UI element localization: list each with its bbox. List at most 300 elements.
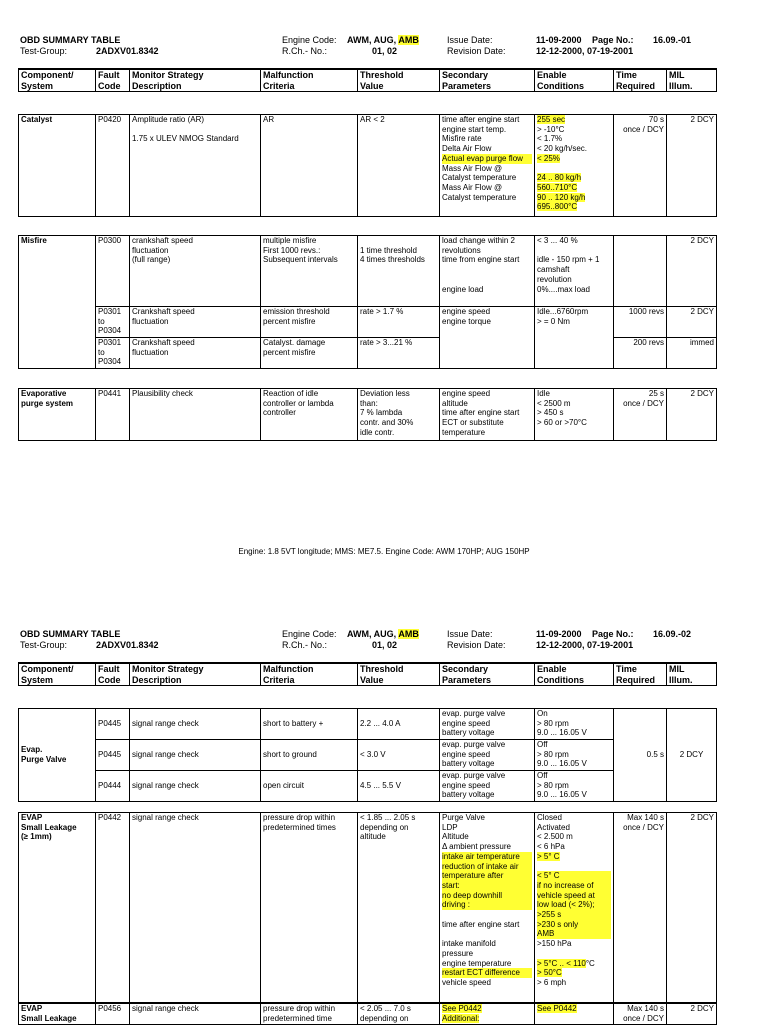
cell-text: battery voltage bbox=[442, 728, 495, 738]
issue-date-label: Issue Date: bbox=[447, 629, 493, 639]
cell-text: Additional: bbox=[442, 1013, 480, 1023]
cell-text: Altitude bbox=[442, 832, 469, 842]
engine-code-value: AWM, AUG, bbox=[347, 35, 397, 45]
table-cell bbox=[440, 307, 535, 369]
cell-text: Small Leakage bbox=[21, 822, 77, 832]
cell-text: >230 s only bbox=[537, 920, 611, 930]
table-cell: 2 DCY bbox=[667, 813, 717, 1003]
cell-text: > 450 s bbox=[537, 408, 564, 418]
table-cell bbox=[96, 338, 130, 369]
cell-text: 255 sec bbox=[537, 115, 566, 124]
cell-text: fluctuation bbox=[132, 347, 169, 357]
cell-text: < 2500 m bbox=[537, 398, 571, 408]
cell-text: reduction of intake air bbox=[442, 862, 532, 872]
table-cell bbox=[440, 771, 535, 802]
table-cell bbox=[130, 115, 261, 217]
cell-text: engine speed bbox=[442, 389, 491, 398]
cell-text: Misfire rate bbox=[442, 134, 482, 144]
cell-text: Purge Valve bbox=[442, 813, 485, 822]
cell-text: >150 hPa bbox=[537, 939, 572, 949]
engine-code-highlight: AMB bbox=[398, 35, 419, 45]
cell-text: engine speed bbox=[442, 780, 491, 790]
table-cell bbox=[358, 663, 440, 686]
cell-text: vehicle speed bbox=[442, 977, 491, 987]
table-cell: signal range check bbox=[130, 813, 261, 1003]
cell-text: > 60 or >70°C bbox=[537, 418, 587, 428]
component-evap-small-leak2: EVAP bbox=[21, 1004, 43, 1013]
table-cell bbox=[535, 740, 614, 771]
cell-text: Amplitude ratio (AR) bbox=[132, 115, 205, 124]
table-cell bbox=[358, 813, 440, 1003]
table-cell bbox=[535, 307, 614, 369]
cell-text: Reaction of idle bbox=[263, 389, 319, 398]
cell-text: pressure bbox=[442, 948, 474, 958]
cell-text: > = 0 Nm bbox=[537, 316, 570, 326]
cell-text: Criteria bbox=[263, 674, 295, 685]
table-cell bbox=[261, 338, 358, 369]
issue-date-value: 11-09-2000 bbox=[536, 35, 582, 45]
cell-text: Crankshaft speed bbox=[132, 307, 195, 316]
table-cell: immed bbox=[667, 338, 717, 369]
test-group-value: 2ADXV01.8342 bbox=[96, 640, 159, 650]
table-cell bbox=[440, 1004, 535, 1025]
cell-text bbox=[360, 236, 437, 246]
table-cell bbox=[614, 813, 667, 1003]
page-no-label: Page No.: bbox=[592, 35, 634, 45]
table-cell bbox=[19, 1004, 96, 1025]
cell-text bbox=[537, 115, 611, 125]
cell-text: Fault bbox=[98, 664, 120, 674]
table-cell bbox=[261, 236, 358, 307]
table-cell bbox=[96, 663, 130, 686]
issue-date-label: Issue Date: bbox=[447, 35, 493, 45]
table-row bbox=[19, 813, 717, 1003]
cell-text: fluctuation bbox=[132, 245, 169, 255]
table-cell bbox=[130, 69, 261, 92]
cell-text bbox=[442, 910, 532, 920]
cell-text: Subsequent intervals bbox=[263, 255, 338, 265]
cell-text: engine speed bbox=[442, 749, 491, 759]
test-group-label: Test-Group: bbox=[20, 640, 68, 650]
table-row bbox=[19, 307, 717, 338]
table-cell bbox=[130, 338, 261, 369]
cell-text: Activated bbox=[537, 822, 570, 832]
cell-text: load change within 2 bbox=[442, 236, 515, 245]
table-cell bbox=[261, 663, 358, 686]
cell-text bbox=[537, 193, 611, 203]
cell-text: Description bbox=[132, 80, 182, 91]
page2-column-header bbox=[18, 662, 717, 686]
cell-text: P0304 bbox=[98, 326, 122, 336]
cell-text: to bbox=[98, 347, 105, 357]
cell-text: < 6 hPa bbox=[537, 842, 565, 852]
rch-label: R.Ch.- No.: bbox=[282, 640, 328, 650]
cell-text: > 6 mph bbox=[537, 977, 567, 987]
cell-text: controller bbox=[263, 408, 296, 418]
table-cell bbox=[19, 709, 96, 802]
cell-text: Off bbox=[537, 740, 548, 749]
cell-text bbox=[537, 202, 611, 212]
revision-date-value: 12-12-2000, 07-19-2001 bbox=[536, 46, 634, 56]
cell-text: predetermined time bbox=[263, 1013, 332, 1023]
cell-text: pressure drop within bbox=[263, 1004, 336, 1013]
table-cell bbox=[358, 236, 440, 307]
cell-text: 7 % lambda bbox=[360, 408, 403, 418]
table-cell: short to ground bbox=[261, 740, 358, 771]
cell-text: Idle bbox=[537, 389, 550, 398]
cell-text: temperature bbox=[442, 427, 486, 437]
cell-text: no deep downhill bbox=[442, 891, 532, 901]
cell-text: fluctuation bbox=[132, 316, 169, 326]
cell-text: P0304 bbox=[98, 357, 122, 367]
cell-text: driving : bbox=[442, 900, 532, 910]
table-row bbox=[19, 740, 717, 771]
table-cell bbox=[535, 236, 614, 307]
table-cell: 2 DCY bbox=[667, 1004, 717, 1025]
table-cell: signal range check bbox=[130, 771, 261, 802]
cell-text: Catalyst temperature bbox=[442, 192, 517, 202]
cell-text: Mass Air Flow @ bbox=[442, 163, 503, 173]
cell-text: > 80 rpm bbox=[537, 718, 569, 728]
col-threshold: Threshold bbox=[360, 70, 404, 80]
cell-text bbox=[442, 275, 532, 285]
table-cell bbox=[440, 740, 535, 771]
cell-text: 90 .. 120 kg/h bbox=[537, 192, 586, 202]
evap-purge-table bbox=[18, 388, 717, 441]
cell-text: Malfunction bbox=[263, 664, 314, 674]
cell-text: once / DCY bbox=[623, 822, 664, 832]
table-cell bbox=[667, 69, 717, 92]
cell-text: Value bbox=[360, 674, 384, 685]
cell-text: engine start temp. bbox=[442, 124, 507, 134]
table-cell: < 3.0 V bbox=[358, 740, 440, 771]
cell-text: depending on bbox=[360, 822, 409, 832]
cell-text: altitude bbox=[360, 832, 386, 842]
table-cell bbox=[19, 813, 96, 1003]
cell-text: Component/ bbox=[21, 664, 74, 674]
cell-text: idle - 150 rpm + 1 bbox=[537, 255, 600, 265]
table-cell: 4.5 ... 5.5 V bbox=[358, 771, 440, 802]
component-misfire: Misfire bbox=[19, 236, 96, 369]
cell-text: battery voltage bbox=[442, 790, 495, 800]
cell-text: engine torque bbox=[442, 316, 491, 326]
cell-text: time after engine start bbox=[442, 408, 520, 418]
table-cell: rate > 1.7 % bbox=[358, 307, 440, 338]
cell-text: 4 times thresholds bbox=[360, 255, 425, 265]
table-cell bbox=[96, 69, 130, 92]
cell-text: > 50°C bbox=[537, 968, 562, 978]
table-row bbox=[19, 115, 717, 217]
table-cell: signal range check bbox=[130, 709, 261, 740]
cell-text: < 20 kg/h/sec. bbox=[537, 144, 588, 154]
table-cell bbox=[19, 69, 96, 92]
cell-text: See P0442 bbox=[537, 1004, 577, 1013]
cell-text: AMB bbox=[537, 929, 611, 939]
cell-text: camshaft bbox=[537, 265, 570, 275]
cell-text: Deviation less bbox=[360, 389, 410, 398]
table-cell: rate > 3...21 % bbox=[358, 338, 440, 369]
table-cell: 1000 revs bbox=[614, 307, 667, 338]
test-group-label: Test-Group: bbox=[20, 46, 68, 56]
cell-text: Time bbox=[616, 664, 637, 674]
table-cell bbox=[614, 389, 667, 441]
cell-text: >255 s bbox=[537, 910, 611, 920]
cell-text: Catalyst temperature bbox=[442, 173, 517, 183]
cell-text bbox=[537, 959, 611, 969]
cell-text: < 25% bbox=[537, 153, 560, 163]
engine-code-label: Engine Code: bbox=[282, 629, 337, 639]
cell-text: Required bbox=[616, 80, 656, 91]
cell-text bbox=[537, 164, 611, 174]
table-cell: Plausibility check bbox=[130, 389, 261, 441]
table-cell bbox=[358, 69, 440, 92]
cell-text: revolution bbox=[537, 274, 572, 284]
cell-text bbox=[442, 265, 532, 275]
cell-text bbox=[537, 173, 611, 183]
evap-small-leak-table bbox=[18, 812, 717, 1003]
cell-text: engine speed bbox=[442, 718, 491, 728]
table-cell bbox=[130, 307, 261, 338]
revision-date-label: Revision Date: bbox=[447, 46, 506, 56]
cell-text: Conditions bbox=[537, 80, 584, 91]
cell-text: than: bbox=[360, 398, 378, 408]
cell-text bbox=[537, 246, 611, 256]
page1-column-header bbox=[18, 68, 717, 92]
cell-text: LDP bbox=[442, 822, 458, 832]
revision-date-label: Revision Date: bbox=[447, 640, 506, 650]
cell-text: Code bbox=[98, 80, 121, 91]
table-cell bbox=[535, 771, 614, 802]
rch-value: 01, 02 bbox=[372, 640, 398, 650]
table-cell bbox=[535, 663, 614, 686]
table-cell: P0444 bbox=[96, 771, 130, 802]
cell-text: pressure drop within bbox=[263, 813, 336, 822]
cell-text: time after engine start bbox=[442, 115, 520, 124]
table-cell bbox=[19, 389, 96, 441]
cell-text: (full range) bbox=[132, 255, 171, 265]
cell-text: MIL bbox=[669, 664, 685, 674]
rch-label: R.Ch.- No.: bbox=[282, 46, 328, 56]
table-cell: P0441 bbox=[96, 389, 130, 441]
table-cell: AR bbox=[261, 115, 358, 217]
table-cell: open circuit bbox=[261, 771, 358, 802]
table-cell bbox=[614, 236, 667, 307]
cell-text: evap. purge valve bbox=[442, 709, 506, 718]
cell-text: once / DCY bbox=[623, 1013, 664, 1023]
cell-text: Mass Air Flow @ bbox=[442, 182, 503, 192]
engine-code-label: Engine Code: bbox=[282, 35, 337, 45]
table-cell bbox=[440, 236, 535, 307]
cell-text: P0301 bbox=[98, 338, 122, 347]
table-cell bbox=[440, 69, 535, 92]
cell-text: > -10°C bbox=[537, 124, 565, 134]
cell-text: < 2.500 m bbox=[537, 832, 573, 842]
cell-text bbox=[537, 949, 611, 959]
page-no-value: 16.09.-01 bbox=[653, 35, 692, 45]
page2-title: OBD SUMMARY TABLE bbox=[20, 629, 121, 639]
table-row bbox=[19, 236, 717, 307]
cell-text: temperature after bbox=[442, 871, 532, 881]
cell-text: 0%....max load bbox=[537, 284, 590, 294]
catalyst-table bbox=[18, 114, 717, 217]
cell-text bbox=[537, 154, 611, 164]
cell-text: 70 s bbox=[648, 115, 664, 124]
cell-text: System bbox=[21, 80, 54, 91]
cell-text: 695..800°C bbox=[537, 202, 578, 212]
table-cell bbox=[440, 709, 535, 740]
cell-text: percent misfire bbox=[263, 316, 316, 326]
engine-code-value: AWM, AUG, bbox=[347, 629, 397, 639]
cell-text: (≥ 1mm) bbox=[21, 832, 52, 842]
cell-text: ECT or substitute bbox=[442, 418, 504, 428]
cell-text bbox=[537, 183, 611, 193]
table-cell: AR < 2 bbox=[358, 115, 440, 217]
cell-text: once / DCY bbox=[623, 124, 664, 134]
cell-text: Purge Valve bbox=[21, 755, 67, 764]
col-strategy: Monitor Strategy bbox=[132, 70, 204, 80]
cell-text: Threshold bbox=[360, 664, 404, 674]
cell-text: Code bbox=[98, 674, 121, 685]
cell-text: > 80 rpm bbox=[537, 780, 569, 790]
cell-text: depending on bbox=[360, 1013, 409, 1023]
table-cell bbox=[614, 1004, 667, 1025]
component-evap-valve: Evap. bbox=[21, 745, 43, 755]
secondary-params bbox=[440, 115, 535, 217]
col-fault: Fault bbox=[98, 70, 120, 80]
cell-text: Criteria bbox=[263, 80, 295, 91]
cell-text: < 1.85 ... 2.05 s bbox=[360, 813, 416, 822]
table-cell bbox=[96, 307, 130, 338]
cell-text: 1.75 x ULEV NMOG Standard bbox=[132, 134, 239, 144]
cell-text: Delta Air Flow bbox=[442, 144, 492, 154]
cell-text: Parameters bbox=[442, 80, 492, 91]
cell-text: evap. purge valve bbox=[442, 740, 506, 749]
cell-text: Max 140 s bbox=[627, 1004, 664, 1013]
table-cell: 2 DCY bbox=[667, 709, 717, 802]
table-row bbox=[19, 771, 717, 802]
cell-text bbox=[442, 1014, 532, 1024]
cell-text: 1 time threshold bbox=[360, 245, 417, 255]
cell-text: engine temperature bbox=[442, 958, 512, 968]
cell-text: purge system bbox=[21, 398, 74, 408]
cell-text: Crankshaft speed bbox=[132, 338, 195, 347]
col-enable: Enable bbox=[537, 70, 567, 80]
table-cell bbox=[261, 1004, 358, 1025]
col-time: Time bbox=[616, 70, 637, 80]
cell-text: Parameters bbox=[442, 674, 492, 685]
issue-date-value: 11-09-2000 bbox=[536, 629, 582, 639]
cell-text: > 5°C .. < 110 bbox=[537, 958, 586, 968]
cell-text: time after engine start bbox=[442, 919, 520, 929]
table-cell: 2 DCY bbox=[667, 236, 717, 307]
enable-conditions bbox=[535, 115, 614, 217]
page1-title: OBD SUMMARY TABLE bbox=[20, 35, 121, 45]
cell-text: engine speed bbox=[442, 307, 491, 316]
col-mil: MIL bbox=[669, 70, 685, 80]
table-row bbox=[19, 389, 717, 441]
table-cell bbox=[667, 663, 717, 686]
table-cell bbox=[614, 115, 667, 217]
test-group-value: 2ADXV01.8342 bbox=[96, 46, 159, 56]
page1-footer: Engine: 1.8 5VT longitude; MMS: ME7.5. Engine Code: AWM 170HP; AUG 150HP bbox=[238, 547, 530, 556]
component-evap-small-leak: EVAP bbox=[21, 813, 43, 822]
table-cell bbox=[261, 813, 358, 1003]
cell-text: < 3 ... 40 % bbox=[537, 236, 578, 245]
cell-text: Illum. bbox=[669, 80, 693, 91]
cell-text: Max 140 s bbox=[627, 813, 664, 822]
cell-text: idle contr. bbox=[360, 427, 395, 437]
cell-text: if no increase of bbox=[537, 881, 611, 891]
cell-text: Conditions bbox=[537, 674, 584, 685]
fault-code: P0420 bbox=[96, 115, 130, 217]
table-cell bbox=[440, 663, 535, 686]
cell-text: controller or lambda bbox=[263, 398, 334, 408]
cell-text: Value bbox=[360, 80, 384, 91]
cell-text bbox=[132, 125, 258, 135]
cell-text: to bbox=[98, 316, 105, 326]
cell-text: Idle...6760rpm bbox=[537, 307, 589, 316]
table-cell: 0.5 s bbox=[614, 709, 667, 802]
component-catalyst: Catalyst bbox=[19, 115, 96, 217]
page-no-value: 16.09.-02 bbox=[653, 629, 692, 639]
page-no-label: Page No.: bbox=[592, 629, 634, 639]
cell-text: battery voltage bbox=[442, 759, 495, 769]
table-cell: P0445 bbox=[96, 709, 130, 740]
cell-text: restart ECT difference bbox=[442, 968, 532, 978]
table-cell: 2 DCY bbox=[667, 307, 717, 338]
table-cell bbox=[440, 813, 535, 1003]
cell-text: See P0442 bbox=[442, 1004, 482, 1013]
evap-valve-table bbox=[18, 708, 717, 802]
cell-text: Required bbox=[616, 674, 656, 685]
evap-small-leak2-table bbox=[18, 1003, 717, 1025]
table-row bbox=[19, 1004, 717, 1025]
cell-text: start: bbox=[442, 881, 532, 891]
table-cell: short to battery + bbox=[261, 709, 358, 740]
cell-text: revolutions bbox=[442, 245, 481, 255]
engine-code-highlight: AMB bbox=[398, 629, 419, 639]
table-cell bbox=[358, 389, 440, 441]
cell-text: Description bbox=[132, 674, 182, 685]
cell-text: < 2.05 ... 7.0 s bbox=[360, 1004, 411, 1013]
cell-text bbox=[442, 929, 532, 939]
cell-text: intake manifold bbox=[442, 939, 496, 949]
cell-text: 24 .. 80 kg/h bbox=[537, 173, 582, 183]
cell-text: engine load bbox=[442, 284, 484, 294]
table-cell bbox=[19, 663, 96, 686]
table-cell bbox=[614, 69, 667, 92]
cell-text: predetermined times bbox=[263, 822, 336, 832]
cell-text: System bbox=[21, 674, 54, 685]
revision-date-value: 12-12-2000, 07-19-2001 bbox=[536, 640, 634, 650]
cell-text: First 1000 revs.: bbox=[263, 245, 321, 255]
cell-text: vehicle speed at bbox=[537, 891, 611, 901]
table-cell bbox=[130, 236, 261, 307]
cell-text: 25 s bbox=[648, 389, 664, 398]
cell-text bbox=[442, 1004, 532, 1014]
cell-text: Closed bbox=[537, 813, 562, 822]
cell-text: altitude bbox=[442, 398, 468, 408]
table-cell: signal range check bbox=[130, 740, 261, 771]
cell-text: Enable bbox=[537, 664, 567, 674]
cell-text bbox=[537, 862, 611, 872]
table-cell: 200 revs bbox=[614, 338, 667, 369]
cell-text: multiple misfire bbox=[263, 236, 317, 245]
cell-text: crankshaft speed bbox=[132, 236, 193, 245]
table-cell bbox=[358, 1004, 440, 1025]
cell-text: Off bbox=[537, 771, 548, 780]
component-evap-purge: Evaporative bbox=[21, 389, 67, 398]
